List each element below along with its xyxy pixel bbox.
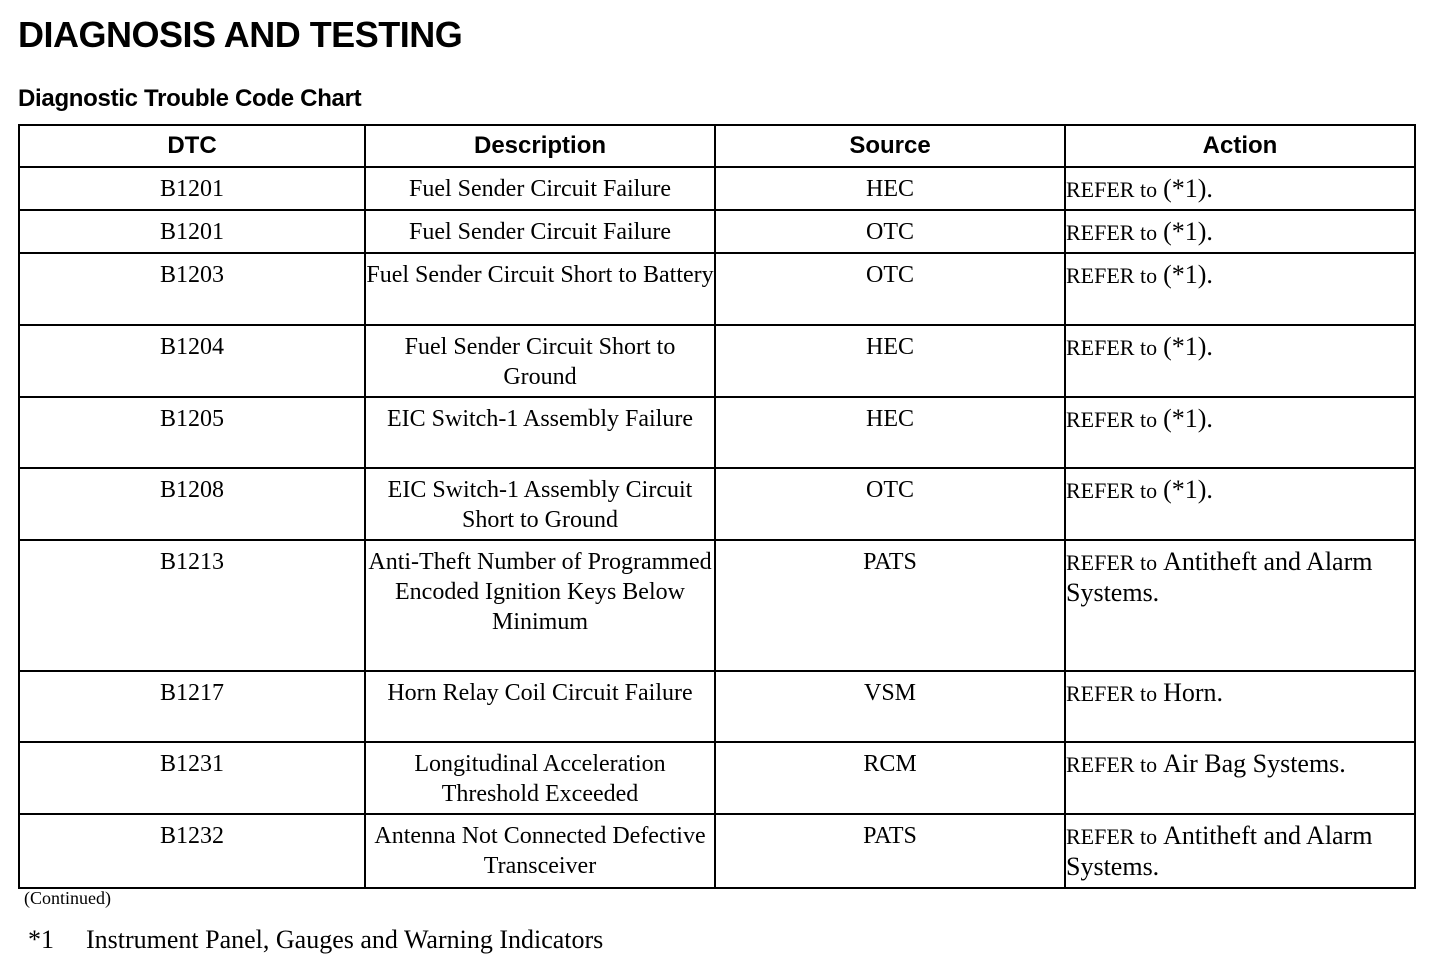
table-row	[19, 742, 1415, 814]
action-prefix: REFER to	[1066, 681, 1158, 706]
cell-action	[1065, 540, 1415, 671]
cell-description: EIC Switch-1 Assembly Failure	[365, 397, 715, 468]
table-row	[19, 540, 1415, 671]
action-reference: (*1).	[1163, 260, 1213, 289]
action-reference: Horn.	[1163, 678, 1224, 707]
action-reference: (*1).	[1163, 217, 1213, 246]
action-prefix: REFER to	[1066, 824, 1158, 849]
cell-source: PATS	[715, 540, 1065, 671]
cell-dtc: B1203	[19, 253, 365, 325]
cell-dtc: B1217	[19, 671, 365, 742]
header-dtc: DTC	[19, 125, 365, 167]
table-row	[19, 167, 1415, 210]
table-body	[19, 167, 1415, 888]
cell-dtc: B1208	[19, 468, 365, 540]
action-reference: Air Bag Systems.	[1163, 749, 1346, 778]
table-row	[19, 397, 1415, 468]
action-prefix: REFER to	[1066, 263, 1158, 288]
action-reference: Antitheft and Alarm Systems.	[1066, 821, 1373, 881]
action-reference: (*1).	[1163, 404, 1213, 433]
cell-source: VSM	[715, 671, 1065, 742]
section-title: Diagnostic Trouble Code Chart	[18, 85, 362, 112]
table-row	[19, 468, 1415, 540]
cell-dtc: B1204	[19, 325, 365, 397]
header-source: Source	[715, 125, 1065, 167]
cell-action	[1065, 814, 1415, 888]
cell-description: Anti-Theft Number of Programmed Encoded Ignition Keys Below Minimum	[365, 540, 715, 671]
action-reference: Antitheft and Alarm Systems.	[1066, 547, 1373, 607]
cell-action	[1065, 253, 1415, 325]
cell-source: PATS	[715, 814, 1065, 888]
cell-description: Fuel Sender Circuit Failure	[365, 210, 715, 253]
table-row	[19, 814, 1415, 888]
action-prefix: REFER to	[1066, 550, 1158, 575]
cell-dtc: B1213	[19, 540, 365, 671]
cell-action	[1065, 671, 1415, 742]
cell-description: Fuel Sender Circuit Short to Ground	[365, 325, 715, 397]
action-prefix: REFER to	[1066, 220, 1158, 245]
table-row	[19, 210, 1415, 253]
cell-action	[1065, 325, 1415, 397]
action-prefix: REFER to	[1066, 177, 1158, 202]
cell-source: OTC	[715, 253, 1065, 325]
cell-action	[1065, 468, 1415, 540]
table-row	[19, 253, 1415, 325]
action-prefix: REFER to	[1066, 478, 1158, 503]
header-description: Description	[365, 125, 715, 167]
action-prefix: REFER to	[1066, 335, 1158, 360]
cell-description: Antenna Not Connected Defective Transceiver	[365, 814, 715, 888]
action-reference: (*1).	[1163, 475, 1213, 504]
cell-description: Fuel Sender Circuit Failure	[365, 167, 715, 210]
cell-action	[1065, 210, 1415, 253]
cell-action	[1065, 167, 1415, 210]
action-prefix: REFER to	[1066, 752, 1158, 777]
cell-source: HEC	[715, 325, 1065, 397]
cell-description: Horn Relay Coil Circuit Failure	[365, 671, 715, 742]
action-prefix: REFER to	[1066, 407, 1158, 432]
header-action: Action	[1065, 125, 1415, 167]
cell-source: OTC	[715, 210, 1065, 253]
cell-dtc: B1201	[19, 210, 365, 253]
footnote	[28, 924, 603, 956]
cell-dtc: B1232	[19, 814, 365, 888]
cell-source: OTC	[715, 468, 1065, 540]
footnote-mark: *1	[28, 925, 54, 954]
action-reference: (*1).	[1163, 332, 1213, 361]
cell-source: HEC	[715, 397, 1065, 468]
page-title: DIAGNOSIS AND TESTING	[18, 14, 463, 55]
cell-dtc: B1201	[19, 167, 365, 210]
dtc-table	[18, 124, 1416, 889]
table-row	[19, 325, 1415, 397]
continued-note: (Continued)	[24, 888, 111, 908]
table-row	[19, 671, 1415, 742]
cell-dtc: B1231	[19, 742, 365, 814]
cell-action	[1065, 397, 1415, 468]
footnote-text: Instrument Panel, Gauges and Warning Indicators	[86, 925, 604, 954]
cell-description: EIC Switch-1 Assembly Circuit Short to Ground	[365, 468, 715, 540]
table-header-row	[19, 125, 1415, 167]
cell-description: Fuel Sender Circuit Short to Battery	[365, 253, 715, 325]
cell-action	[1065, 742, 1415, 814]
cell-dtc: B1205	[19, 397, 365, 468]
cell-source: RCM	[715, 742, 1065, 814]
action-reference: (*1).	[1163, 174, 1213, 203]
cell-description: Longitudinal Acceleration Threshold Exceeded	[365, 742, 715, 814]
cell-source: HEC	[715, 167, 1065, 210]
